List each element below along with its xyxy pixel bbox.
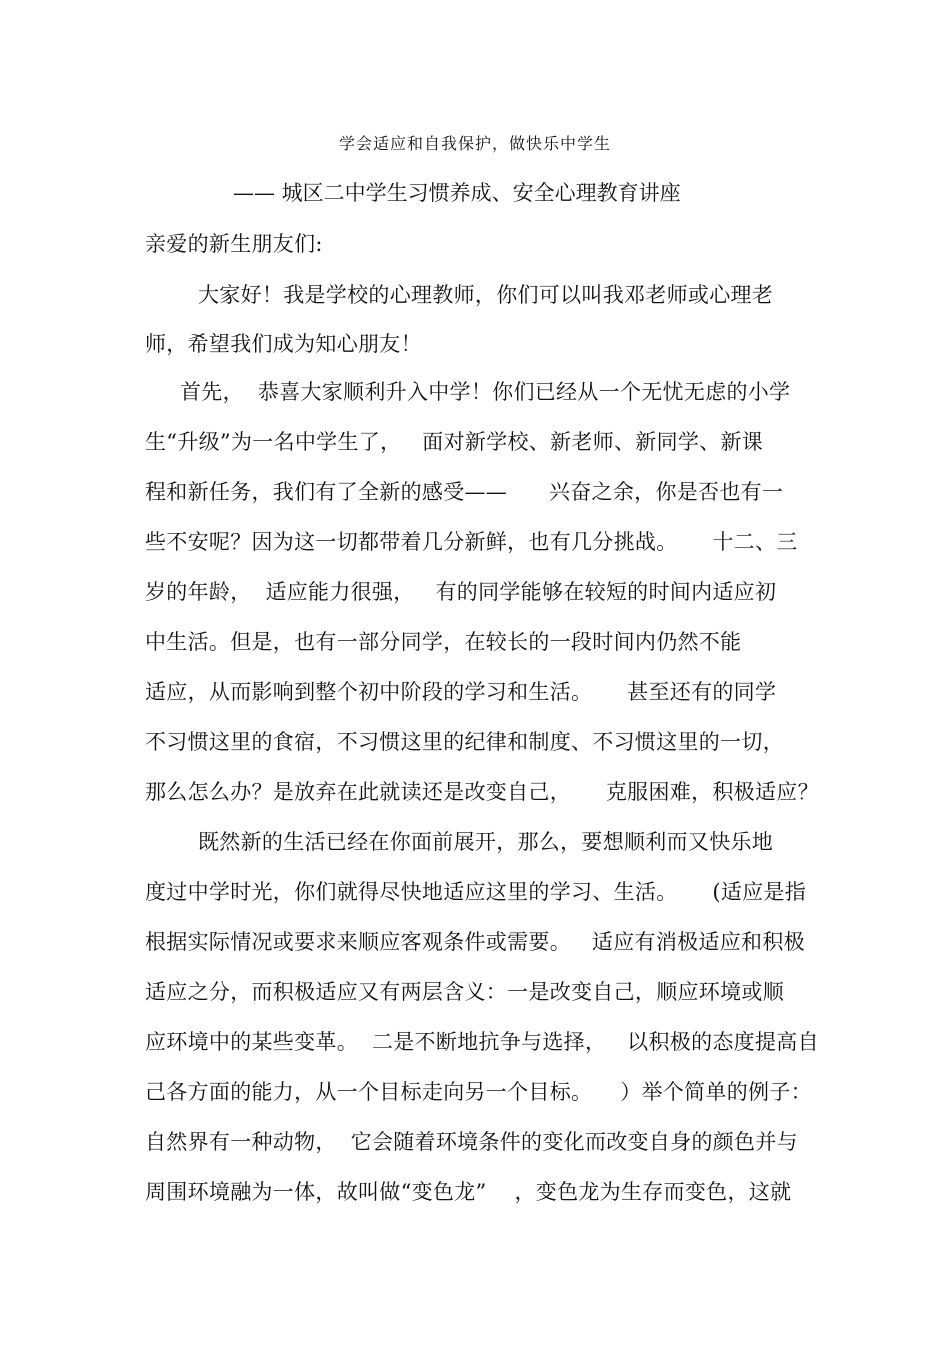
document-title: 学会适应和自我保护，做快乐中学生 bbox=[338, 134, 611, 153]
paragraph-line: 程和新任务，我们有了全新的感受—— 兴奋之余，你是否也有一 bbox=[145, 480, 784, 504]
greeting-line: 亲爱的新生朋友们: bbox=[145, 232, 323, 256]
document-subtitle: —— 城区二中学生习惯养成、安全心理教育讲座 bbox=[233, 181, 681, 205]
paragraph-line: 些不安呢？因为这一切都带着几分新鲜，也有几分挑战。 十二、三 bbox=[145, 530, 798, 554]
paragraph-line: 根据实际情况或要求来顺应客观条件或需要。 适应有消极适应和积极 bbox=[145, 930, 805, 954]
paragraph-line: 中生活。但是，也有一部分同学，在较长的一段时间内仍然不能 bbox=[145, 630, 742, 654]
paragraph-line: 应环境中的某些变革。 二是不断地抗争与选择， 以积极的态度提高自 bbox=[145, 1030, 819, 1054]
paragraph-line: 度过中学时光，你们就得尽快地适应这里的学习、生活。 (适应是指 bbox=[145, 880, 807, 904]
paragraph-line: 大家好！我是学校的心理教师，你们可以叫我邓老师或心理老 bbox=[198, 283, 774, 307]
paragraph-line: 适应，从而影响到整个初中阶段的学习和生活。 甚至还有的同学 bbox=[145, 680, 777, 704]
paragraph-line: 自然界有一种动物， 它会随着环境条件的变化而改变自身的颜色并与 bbox=[145, 1130, 798, 1154]
paragraph-line: 师，希望我们成为知心朋友！ bbox=[145, 332, 422, 356]
paragraph-line: 既然新的生活已经在你面前展开，那么，要想顺利而又快乐地 bbox=[198, 830, 774, 854]
paragraph-line: 适应之分，而积极适应又有两层含义：一是改变自己，顺应环境或顺 bbox=[145, 980, 784, 1004]
paragraph-line: 周围环境融为一体，故叫做“变色龙” ，变色龙为生存而变色，这就 bbox=[145, 1180, 792, 1204]
paragraph-line: 不习惯这里的食宿，不习惯这里的纪律和制度、不习惯这里的一切， bbox=[145, 730, 784, 754]
paragraph-line: 己各方面的能力，从一个目标走向另一个目标。 ）举个简单的例子： bbox=[145, 1080, 812, 1104]
paragraph-line: 首先， 恭喜大家顺利升入中学！你们已经从一个无忧无虑的小学 bbox=[180, 380, 791, 404]
paragraph-line: 那么怎么办？是放弃在此就读还是改变自己， 克服困难，积极适应？ bbox=[145, 780, 819, 804]
paragraph-line: 生“升级”为一名中学生了， 面对新学校、新老师、新同学、新课 bbox=[145, 430, 764, 454]
paragraph-line: 岁的年龄， 适应能力很强， 有的同学能够在较短的时间内适应初 bbox=[145, 580, 777, 604]
